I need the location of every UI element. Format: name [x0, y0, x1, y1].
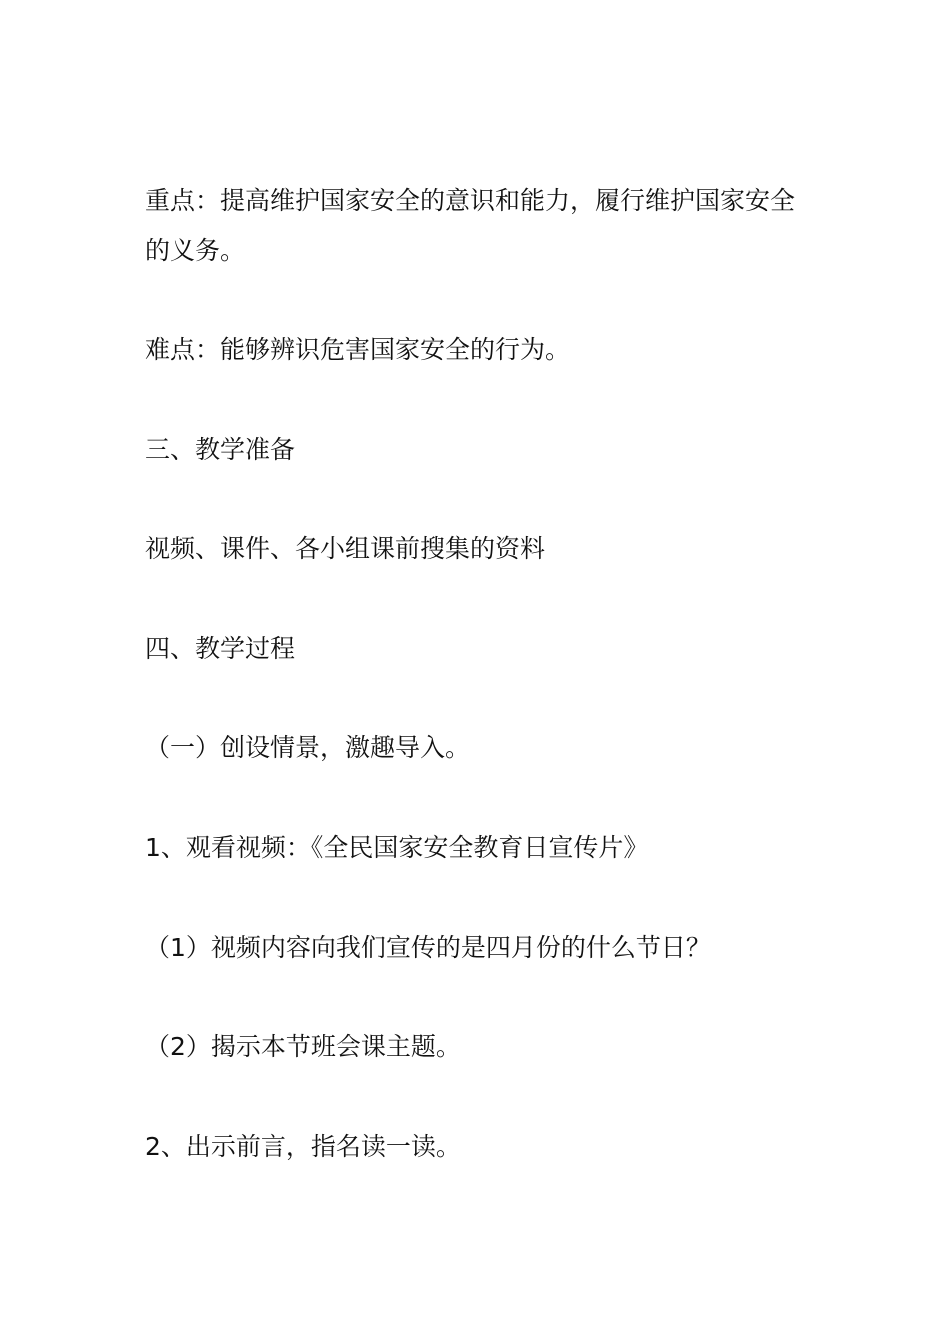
list-item-watch-video: 1、观看视频：《全民国家安全教育日宣传片》	[145, 833, 649, 862]
paragraph-materials: 视频、课件、各小组课前搜集的资料	[145, 534, 546, 563]
list-item-question-2: （2）揭示本节班会课主题。	[145, 1032, 461, 1061]
heading-teaching-preparation: 三、教学准备	[145, 435, 296, 464]
list-item-preface-reading: 2、出示前言，指名读一读。	[145, 1132, 461, 1161]
subheading-introduction: （一）创设情景，激趣导入。	[145, 733, 471, 762]
list-item-question-1: （1）视频内容向我们宣传的是四月份的什么节日？	[145, 933, 711, 962]
paragraph-key-points: 重点：提高维护国家安全的意识和能力，履行维护国家安全的义务。	[145, 186, 796, 265]
paragraph-difficult-points: 难点：能够辨识危害国家安全的行为。	[145, 335, 571, 364]
heading-teaching-process: 四、教学过程	[145, 634, 296, 663]
